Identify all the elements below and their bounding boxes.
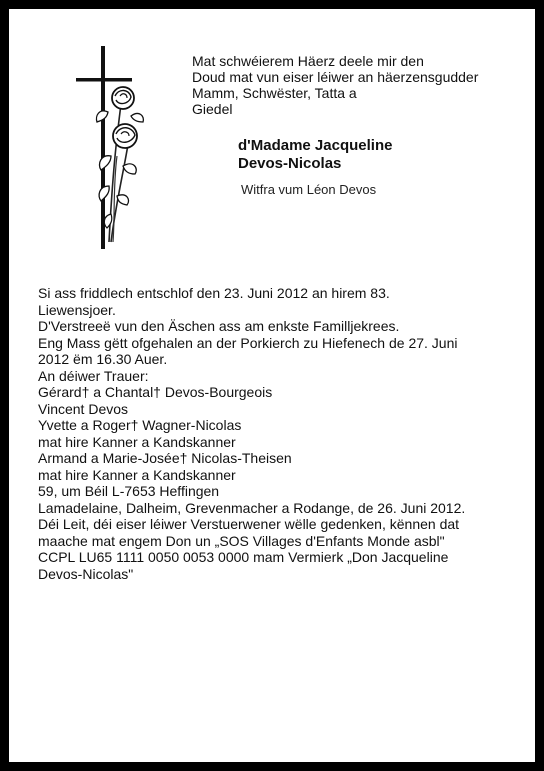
- body-line: mat hire Kanner a Kandskanner: [38, 466, 236, 483]
- body-line: Yvette a Roger† Wagner-Nicolas: [38, 417, 242, 433]
- body-line: maache mat engem Don un „SOS Villages d'Enfants Monde asbl": [38, 532, 445, 549]
- body-line: Gérard† a Chantal† Devos-Bourgeois: [38, 384, 273, 400]
- cross-with-roses-icon: [73, 46, 153, 251]
- body-line: 59, um Béil L-7653 Heffingen: [38, 483, 220, 499]
- body-line: Si ass friddlech entschlof den 23. Juni 2012 an hirem 83.: [38, 285, 390, 301]
- deceased-name-line-2: Devos-Nicolas: [238, 155, 342, 172]
- body-line: D'Verstreeë vun den Äschen ass am enkste Familljekrees.: [38, 318, 400, 334]
- obituary-notice: [9, 9, 535, 762]
- body-line: Déi Leit, déi eiser léiwer Verstuerwener wëlle gedenken, kënnen dat: [38, 516, 460, 532]
- body-line: Armand a Marie-Josée† Nicolas-Theisen: [38, 450, 292, 466]
- body-line: CCPL LU65 1111 0050 0053 0000 mam Vermierk „Don Jacqueline: [38, 549, 449, 565]
- intro-line: Doud mat vun eiser léiwer an häerzensgudder: [192, 69, 479, 85]
- intro-line: Giedel: [192, 101, 233, 117]
- deceased-name: [238, 137, 392, 173]
- body-line: Eng Mass gëtt ofgehalen an der Porkierch zu Hiefenech de 27. Juni: [38, 334, 458, 351]
- intro-line: Mat schwéierem Häerz deele mir den: [192, 53, 424, 69]
- notice-body: [38, 285, 528, 582]
- body-line: 2012 ëm 16.30 Auer.: [38, 351, 168, 367]
- announcement-intro: [192, 53, 522, 117]
- body-line: Vincent Devos: [38, 400, 129, 417]
- body-line: Liewensjoer.: [38, 301, 116, 318]
- body-line: mat hire Kanner a Kandskanner: [38, 433, 236, 450]
- deceased-name-line-1: d'Madame Jacqueline: [238, 137, 393, 154]
- body-line: An déiwer Trauer:: [38, 367, 149, 384]
- body-line: Lamadelaine, Dalheim, Grevenmacher a Rodange, de 26. Juni 2012.: [38, 499, 466, 516]
- body-line: Devos-Nicolas": [38, 565, 134, 582]
- intro-line: Mamm, Schwëster, Tatta a: [192, 85, 357, 101]
- widow-of-text: Witfra vum Léon Devos: [241, 182, 377, 197]
